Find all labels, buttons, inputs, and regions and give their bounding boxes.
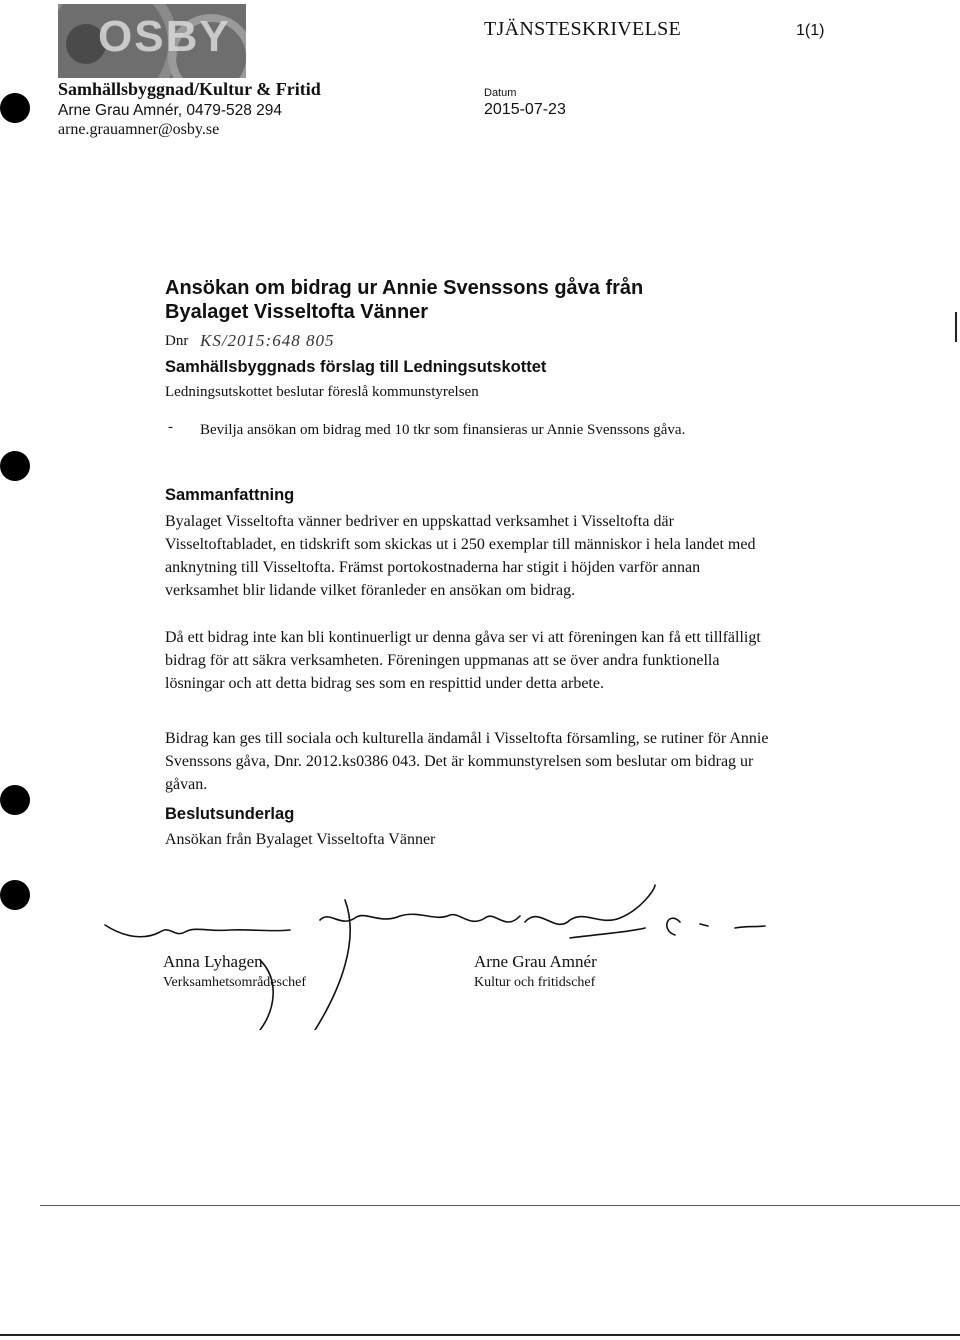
summary-heading: Sammanfattning (165, 486, 295, 504)
signatory-2-name: Arne Grau Amnér (474, 952, 597, 971)
proposal-heading: Samhällsbyggnads förslag till Ledningsutskottet (165, 358, 547, 376)
scan-edge-mark (955, 312, 957, 342)
dnr-label: Dnr (165, 333, 189, 349)
scan-bottom-line (0, 1334, 960, 1336)
signatory-2-role: Kultur och fritidschef (474, 975, 596, 990)
department: Samhällsbyggnad/Kultur & Fritid (58, 79, 321, 99)
contact-line: Arne Grau Amnér, 0479-528 294 (58, 102, 283, 119)
proposal-bullet: Bevilja ansökan om bidrag med 10 tkr som finansieras ur Annie Svenssons gåva. (200, 422, 686, 438)
signatory-1-role: Verksamhetsområdeschef (163, 975, 307, 990)
punch-hole (0, 785, 30, 815)
signatory-1-name: Anna Lyhagen (163, 952, 263, 971)
summary-paragraph-3: Bidrag kan ges till sociala och kulturella ändamål i Visseltofta församling, se rutiner för Annie Svenssons gåva, Dnr. 2012.ks0386 043. Det är kommunstyrelsen som beslutar om bidrag ur gåvan. (165, 730, 769, 793)
title-line-2: Byalaget Visseltofta Vänner (165, 301, 429, 323)
summary-paragraph-2: Då ett bidrag inte kan bli kontinuerligt ur denna gåva ser vi att föreningen kan få ett tillfälligt bidrag för att säkra verksamheten. Föreningen uppmanas att se över andra funktionella lösningar och att detta bidrag ses som en respittid under detta arbete. (165, 629, 761, 692)
proposal-text: Ledningsutskottet beslutar föreslå kommunstyrelsen (165, 384, 479, 400)
document-type: TJÄNSTESKRIVELSE (484, 18, 682, 40)
dnr-handwritten-number: KS/2015:648 805 (200, 331, 335, 350)
basis-heading: Beslutsunderlag (165, 805, 295, 823)
punch-hole (0, 880, 30, 910)
summary-paragraph-1: Byalaget Visseltofta vänner bedriver en uppskattad verksamhet i Visseltofta där Visseltoftabladet, en tidskrift som skickas ut i 250 exemplar till människor i hela landet med anknytning till Visseltofta. Främst portokostnaderna har stigit i höjden varför annan verksamhet blir lidande vilket föranleder en ansökan om bidrag. (165, 513, 756, 599)
punch-hole (0, 451, 30, 481)
page-number: 1(1) (796, 22, 825, 39)
basis-text: Ansökan från Byalaget Visseltofta Vänner (165, 831, 436, 848)
osby-logo (58, 4, 246, 78)
date-label: Datum (484, 87, 517, 99)
date-value: 2015-07-23 (484, 101, 566, 118)
email-address: arne.grauamner@osby.se (58, 121, 220, 138)
scan-divider-line (40, 1205, 960, 1206)
title-line-1: Ansökan om bidrag ur Annie Svenssons gåva från (165, 277, 644, 299)
logo-text: OSBY (98, 12, 231, 61)
punch-hole (0, 93, 30, 123)
bullet-dash: - (168, 419, 173, 435)
page-title (165, 276, 765, 324)
